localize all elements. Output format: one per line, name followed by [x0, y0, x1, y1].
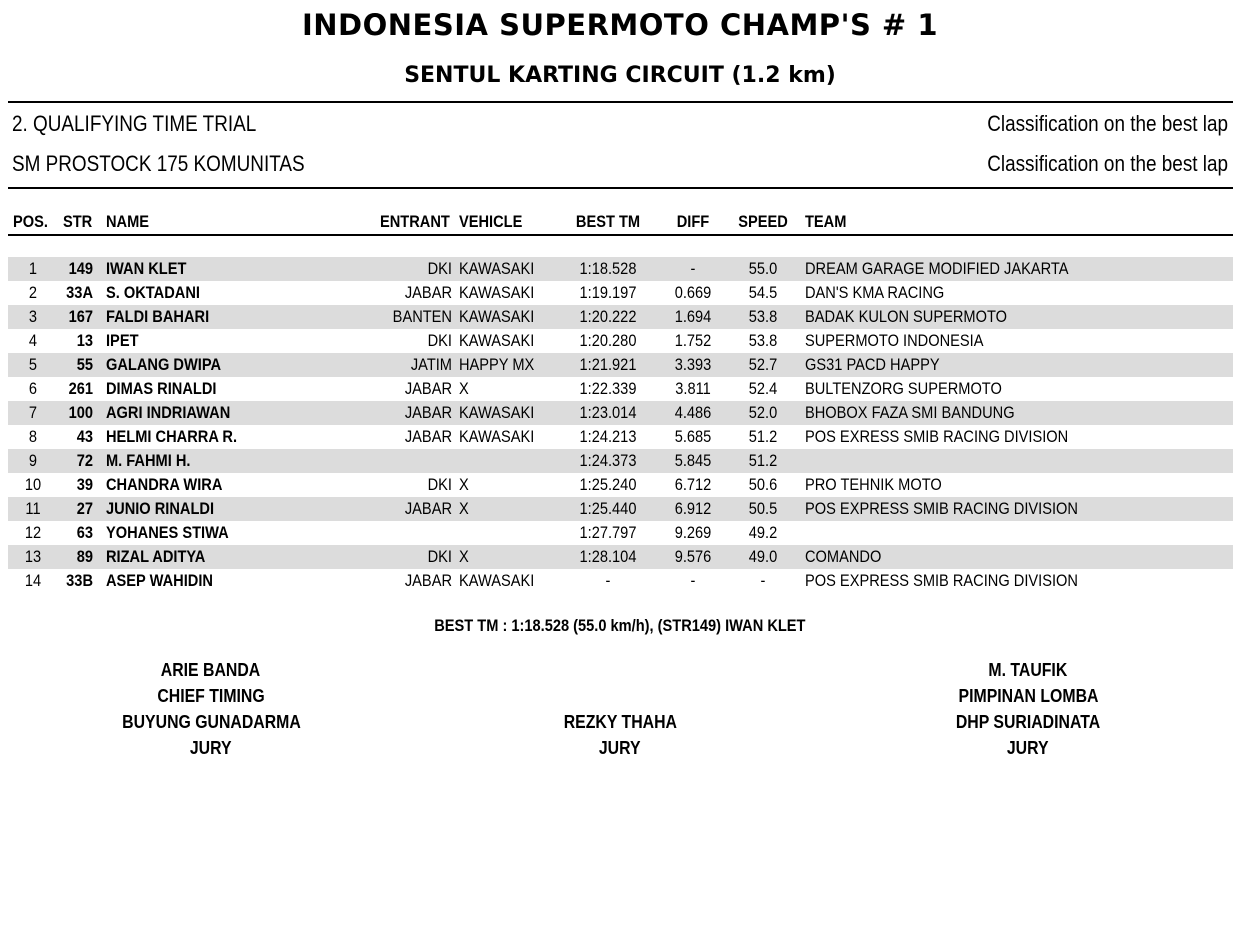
signature-chief-timing-role [61, 686, 361, 707]
row-pos: 5 [28, 355, 38, 374]
row-speed: 50.6 [748, 475, 778, 494]
row-name: IWAN KLET [106, 259, 187, 278]
best-lap-text: BEST TM : 1:18.528 (55.0 km/h), (STR149) IWAN KLET [434, 616, 806, 635]
row-team: POS EXRESS SMIB RACING DIVISION [805, 427, 1069, 446]
row-str: 33B [66, 571, 93, 590]
table-row [8, 521, 1233, 545]
results-table-header [8, 211, 1233, 233]
row-speed: 54.5 [748, 283, 778, 302]
row-best-time: 1:23.014 [579, 403, 637, 422]
row-best-time: 1:24.213 [579, 427, 637, 446]
table-row [8, 305, 1233, 329]
classification-label-1: Classification on the best lap [987, 111, 1228, 136]
row-entrant: DKI [427, 259, 452, 278]
row-vehicle: X [459, 547, 469, 566]
row-speed: 51.2 [748, 451, 778, 470]
row-team: BHOBOX FAZA SMI BANDUNG [805, 403, 1015, 422]
row-team: BULTENZORG SUPERMOTO [805, 379, 1002, 398]
row-diff: 6.912 [674, 499, 712, 518]
row-team: DREAM GARAGE MODIFIED JAKARTA [805, 259, 1069, 278]
signature-jury-right-role [878, 738, 1178, 759]
table-row [8, 545, 1233, 569]
row-vehicle: HAPPY MX [459, 355, 535, 374]
row-str: 39 [76, 475, 93, 494]
row-str: 33A [66, 283, 93, 302]
row-entrant: JATIM [410, 355, 452, 374]
row-team: BADAK KULON SUPERMOTO [805, 307, 1008, 326]
signature-text: M. TAUFIK [988, 660, 1068, 680]
row-pos: 8 [28, 427, 38, 446]
row-vehicle: KAWASAKI [459, 403, 535, 422]
circuit-subtitle: SENTUL KARTING CIRCUIT (1.2 km) [404, 63, 836, 88]
col-best-time: BEST TM [575, 212, 641, 231]
signature-race-director-role [878, 686, 1178, 707]
row-vehicle: KAWASAKI [459, 571, 535, 590]
row-str: 63 [76, 523, 93, 542]
row-speed: 50.5 [748, 499, 778, 518]
row-pos: 2 [28, 283, 38, 302]
row-speed: 52.4 [748, 379, 778, 398]
row-team: SUPERMOTO INDONESIA [805, 331, 984, 350]
row-team: POS EXPRESS SMIB RACING DIVISION [805, 499, 1078, 518]
row-speed: 52.0 [748, 403, 778, 422]
table-header-divider [8, 234, 1233, 236]
row-str: 27 [76, 499, 93, 518]
row-pos: 7 [28, 403, 38, 422]
row-speed: - [760, 571, 766, 590]
row-diff: 5.685 [674, 427, 712, 446]
row-name: YOHANES STIWA [106, 523, 229, 542]
row-name: FALDI BAHARI [106, 307, 210, 326]
row-diff: 9.576 [674, 547, 712, 566]
row-best-time: 1:20.222 [579, 307, 637, 326]
row-name: GALANG DWIPA [106, 355, 222, 374]
signature-text: REZKY THAHA [563, 712, 677, 732]
row-team: GS31 PACD HAPPY [805, 355, 940, 374]
col-str: STR [63, 212, 93, 231]
row-name: AGRI INDRIAWAN [106, 403, 231, 422]
signature-text: JURY [190, 738, 232, 758]
signature-race-director-name [878, 660, 1178, 681]
row-speed: 51.2 [748, 427, 778, 446]
table-row [8, 449, 1233, 473]
table-row [8, 425, 1233, 449]
row-pos: 6 [28, 379, 38, 398]
row-entrant: BANTEN [392, 307, 452, 326]
row-str: 55 [76, 355, 93, 374]
row-pos: 13 [24, 547, 42, 566]
row-entrant [354, 449, 452, 473]
row-vehicle: KAWASAKI [459, 283, 535, 302]
row-vehicle: X [459, 379, 469, 398]
table-row [8, 281, 1233, 305]
signature-text: ARIE BANDA [161, 660, 261, 680]
row-name: CHANDRA WIRA [106, 475, 223, 494]
page-title: INDONESIA SUPERMOTO CHAMP'S # 1 [302, 8, 938, 42]
row-best-time: 1:19.197 [579, 283, 637, 302]
row-str: 100 [68, 403, 93, 422]
signature-text: BUYUNG GUNADARMA [121, 712, 301, 732]
row-best-time: 1:21.921 [579, 355, 637, 374]
row-entrant: DKI [427, 475, 452, 494]
row-entrant: JABAR [404, 499, 452, 518]
row-diff: 6.712 [674, 475, 712, 494]
row-pos: 4 [28, 331, 38, 350]
row-speed: 53.8 [748, 331, 778, 350]
row-best-time: 1:20.280 [579, 331, 637, 350]
row-diff: - [690, 571, 696, 590]
row-name: IPET [106, 331, 139, 350]
table-row [8, 473, 1233, 497]
signature-text: DHP SURIADINATA [955, 712, 1101, 732]
row-entrant: DKI [427, 331, 452, 350]
signature-chief-timing-name [61, 660, 361, 681]
row-name: S. OKTADANI [106, 283, 200, 302]
row-vehicle: KAWASAKI [459, 259, 535, 278]
signature-text: JURY [599, 738, 641, 758]
signature-jury-center-name [470, 712, 770, 733]
row-str: 261 [68, 379, 93, 398]
row-diff: 3.811 [675, 379, 711, 398]
classification-label-2: Classification on the best lap [987, 151, 1228, 176]
row-pos: 10 [24, 475, 42, 494]
row-diff: - [690, 259, 696, 278]
row-diff: 4.486 [674, 403, 712, 422]
row-pos: 14 [24, 571, 42, 590]
signature-text: JURY [1007, 738, 1049, 758]
row-entrant: JABAR [404, 403, 452, 422]
top-divider [8, 101, 1233, 103]
row-str: 13 [76, 331, 93, 350]
row-entrant: JABAR [404, 571, 452, 590]
signature-text: CHIEF TIMING [157, 686, 265, 706]
row-str: 43 [76, 427, 93, 446]
row-name: ASEP WAHIDIN [106, 571, 213, 590]
row-best-time: 1:28.104 [579, 547, 637, 566]
row-best-time: 1:18.528 [579, 259, 637, 278]
row-team: DAN'S KMA RACING [805, 283, 945, 302]
row-name: DIMAS RINALDI [106, 379, 217, 398]
category-label: SM PROSTOCK 175 KOMUNITAS [12, 151, 305, 176]
table-row [8, 257, 1233, 281]
row-diff: 3.393 [674, 355, 712, 374]
table-row [8, 569, 1233, 593]
table-row [8, 497, 1233, 521]
row-pos: 3 [28, 307, 38, 326]
session-label: 2. QUALIFYING TIME TRIAL [12, 111, 257, 136]
col-vehicle: VEHICLE [459, 212, 523, 231]
row-best-time: 1:27.797 [579, 523, 637, 542]
row-entrant [354, 521, 452, 545]
row-str: 89 [76, 547, 93, 566]
row-pos: 1 [28, 259, 38, 278]
row-entrant: JABAR [404, 427, 452, 446]
row-name: M. FAHMI H. [106, 451, 191, 470]
row-speed: 49.2 [748, 523, 778, 542]
table-row [8, 377, 1233, 401]
row-speed: 53.8 [748, 307, 778, 326]
col-entrant: ENTRANT [380, 212, 450, 231]
header-divider [8, 187, 1233, 189]
row-pos: 11 [25, 499, 41, 518]
row-vehicle: X [459, 499, 469, 518]
col-name: NAME [106, 212, 150, 231]
row-vehicle: KAWASAKI [459, 427, 535, 446]
row-str: 72 [76, 451, 93, 470]
row-vehicle: X [459, 475, 469, 494]
row-pos: 9 [28, 451, 38, 470]
row-pos: 12 [24, 523, 42, 542]
row-name: JUNIO RINALDI [106, 499, 215, 518]
row-entrant: JABAR [404, 379, 452, 398]
signature-jury-right-name [878, 712, 1178, 733]
row-diff: 1.752 [674, 331, 712, 350]
row-best-time: 1:25.440 [579, 499, 637, 518]
table-row [8, 353, 1233, 377]
col-pos: POS. [13, 212, 48, 231]
row-entrant: DKI [427, 547, 452, 566]
row-team: POS EXPRESS SMIB RACING DIVISION [805, 571, 1078, 590]
row-vehicle: KAWASAKI [459, 331, 535, 350]
row-vehicle: KAWASAKI [459, 307, 535, 326]
col-diff: DIFF [676, 212, 710, 231]
row-team: PRO TEHNIK MOTO [805, 475, 942, 494]
row-best-time: 1:22.339 [579, 379, 637, 398]
row-str: 167 [68, 307, 93, 326]
row-name: RIZAL ADITYA [106, 547, 206, 566]
best-lap-summary [0, 616, 1240, 636]
table-row [8, 401, 1233, 425]
row-diff: 0.669 [674, 283, 712, 302]
signature-jury-left-name [61, 712, 361, 733]
signature-text: PIMPINAN LOMBA [958, 686, 1098, 706]
signature-jury-left-role [61, 738, 361, 759]
row-diff: 5.845 [674, 451, 712, 470]
row-name: HELMI CHARRA R. [106, 427, 238, 446]
row-speed: 49.0 [748, 547, 778, 566]
row-str: 149 [68, 259, 93, 278]
row-best-time: 1:25.240 [579, 475, 637, 494]
row-entrant: JABAR [404, 283, 452, 302]
col-speed: SPEED [738, 212, 788, 231]
row-diff: 9.269 [674, 523, 712, 542]
row-speed: 52.7 [748, 355, 778, 374]
row-best-time: 1:24.373 [579, 451, 637, 470]
row-team: COMANDO [805, 547, 882, 566]
col-team: TEAM [805, 212, 847, 231]
row-speed: 55.0 [748, 259, 778, 278]
row-diff: 1.694 [674, 307, 712, 326]
signature-jury-center-role [470, 738, 770, 759]
row-best-time: - [605, 571, 611, 590]
table-row [8, 329, 1233, 353]
